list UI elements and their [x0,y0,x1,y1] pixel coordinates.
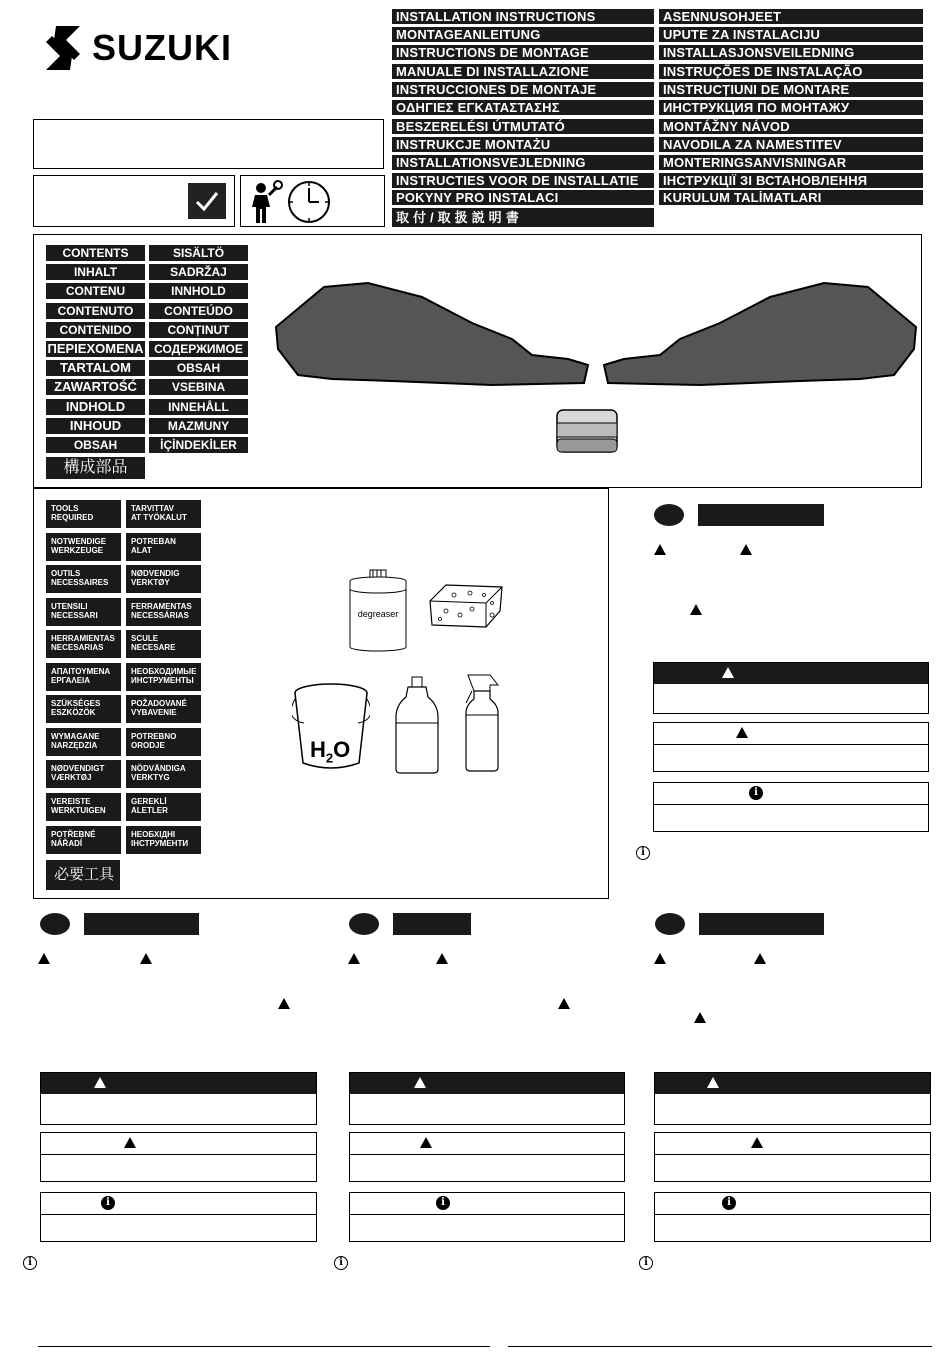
title-label: MANUALE DI INSTALLAZIONE [392,64,654,79]
title-label: INSTRUCTIES VOOR DE INSTALLATIE [392,173,654,188]
danger-note [40,1072,317,1125]
title-label: INSTRUCTIONS DE MONTAGE [392,45,654,60]
contents-label: INHOUD [46,418,145,434]
contents-label: OBSAH [46,437,145,453]
tools-label: OUTILS NECESSAIRES [46,565,121,593]
step-block-2 [18,910,323,1270]
degreaser-can-illustration [348,569,408,653]
info-icon: i [23,1256,37,1270]
warning-note-header [655,1133,930,1155]
title-label: BESZERELÉSI ÚTMUTATÓ [392,119,654,134]
tools-label: GEREKLİ ALETLER [126,793,201,821]
danger-note [349,1072,625,1125]
warning-triangle-icon [558,998,570,1009]
step-number-badge [655,913,685,935]
contents-label: CONTENIDO [46,322,145,338]
title-label: MONTÁŽNY NÁVOD [659,119,923,134]
warning-triangle-icon [694,1012,706,1023]
tools-label: UTENSILI NECESSARI [46,598,121,626]
protective-film-left-illustration [272,279,592,389]
info-icon: i [639,1256,653,1270]
warning-triangle-icon [754,953,766,964]
warning-note-header [654,723,928,745]
tools-label: POTŘEBNÉ NÁŘADÍ [46,826,121,854]
contents-label: OBSAH [149,360,248,376]
contents-panel [33,234,922,488]
warning-triangle-icon [722,667,734,678]
step-block-3 [328,910,628,1270]
step-block-4 [634,910,934,1270]
warning-note [653,722,929,772]
warning-triangle-icon [436,953,448,964]
step-number-badge [654,504,684,526]
contents-label: ZAWARTOŚĆ [46,379,145,395]
contents-label: MAZMUNY [149,418,248,434]
step-number-badge [349,913,379,935]
contents-label: INDHOLD [46,399,145,415]
title-label: ΟΔΗΓΙΕΣ ΕΓΚΑΤΑΣΤΑΣΗΣ [392,100,654,115]
tools-label: HERRAMIENTAS NECESARIAS [46,630,121,658]
brand-name: SUZUKI [92,27,232,68]
warning-triangle-icon [707,1077,719,1088]
info-icon: i [636,846,650,860]
tools-label: SZÜKSÉGES ESZKÖZÖK [46,695,121,723]
notice-note [40,1192,317,1242]
tools-label: FERRAMENTAS NECESSÁRIAS [126,598,201,626]
notice-note-header [41,1193,316,1215]
degreaser-label: degreaser [357,609,399,619]
title-label: 取 付 / 取 扱 説 明 書 [392,208,654,227]
title-label: KURULUM TALİMATLARI [659,190,923,205]
title-label: UPUTE ZA INSTALACIJU [659,27,923,42]
sponge-illustration [426,581,506,631]
warning-note [654,1132,931,1182]
protective-film-right-illustration [600,279,920,389]
contents-label: INNEHÅLL [149,399,248,415]
contents-label: 構成部品 [46,457,145,479]
contents-label: INHALT [46,264,145,280]
water-label: $H_2O$ [310,737,351,766]
warning-note-header [350,1133,624,1155]
danger-note-header [41,1073,316,1094]
contents-label: VSEBINA [149,379,248,395]
danger-note [653,662,929,714]
step-title-bar [84,913,199,935]
contents-label: SADRŽAJ [149,264,248,280]
tools-label: НЕОБХОДИМЫЕ ИНСТРУМЕНТЫ [126,663,201,691]
tools-label: SCULE NECESARE [126,630,201,658]
danger-note-header [350,1073,624,1094]
checkmark-icon [188,183,226,219]
warning-triangle-icon [278,998,290,1009]
contents-label: INNHOLD [149,283,248,299]
step-block-1 [620,500,930,880]
step-title-bar [698,504,824,526]
install-time-box [240,175,385,227]
tools-label: TARVITTAV AT TYÖKALUT [126,500,201,528]
spray-bottle-illustration [458,671,508,775]
contents-label: СОДЕРЖИМОЕ [149,341,248,357]
info-icon: i [436,1196,450,1210]
tools-label: POTREBAN ALAT [126,533,201,561]
warning-triangle-icon [414,1077,426,1088]
contents-label: CONTENU [46,283,145,299]
danger-note-header [654,663,928,684]
warning-note [40,1132,317,1182]
step-number-badge [40,913,70,935]
title-label: INSTALLATIONSVEJLEDNING [392,155,654,170]
info-icon: i [334,1256,348,1270]
footer-rule-left [38,1346,490,1347]
warning-triangle-icon [348,953,360,964]
contents-label: İÇİNDEKİLER [149,437,248,453]
title-label: ИНСТРУКЦИЯ ПО МОНТАЖУ [659,100,923,115]
warning-triangle-icon [38,953,50,964]
notice-note [654,1192,931,1242]
tools-label: NÖDVÄNDIGA VERKTYG [126,760,201,788]
water-bucket-illustration [292,679,370,771]
tools-label: NØDVENDIG VERKTØY [126,565,201,593]
warning-triangle-icon [654,544,666,555]
tools-label: NOTWENDIGE WERKZEUGE [46,533,121,561]
danger-note-header [655,1073,930,1094]
warning-triangle-icon [751,1137,763,1148]
tools-label: НЕОБХІДНІ ІНСТРУМЕНТИ [126,826,201,854]
title-label: INSTRUÇÕES DE INSTALAÇÃO [659,64,923,79]
tools-panel [33,488,609,899]
approval-box [33,175,235,227]
notice-note-header [655,1193,930,1215]
info-icon: i [722,1196,736,1210]
title-label: POKYNY PRO INSTALACI [392,190,654,205]
tools-label: WYMAGANE NARZĘDZIA [46,728,121,756]
suzuki-logo [40,26,280,70]
tools-label: POŽADOVANÉ VYBAVENIE [126,695,201,723]
squeegee-illustration [556,409,618,453]
suzuki-s-logo [40,26,86,70]
title-label: INSTALLASJONSVEILEDNING [659,45,923,60]
notice-note-header [350,1193,624,1215]
tools-label: POTREBNO ORODJE [126,728,201,756]
contents-label: CONȚINUT [149,322,248,338]
product-name-box [33,119,384,169]
title-label: ІНСТРУКЦІЇ ЗІ ВСТАНОВЛЕННЯ [659,173,923,188]
mechanic-icon [247,179,283,225]
info-icon: i [101,1196,115,1210]
title-label: MONTAGEANLEITUNG [392,27,654,42]
footer-rule-right [508,1346,932,1347]
step-title-bar [699,913,824,935]
contents-label: SISÄLTÖ [149,245,248,261]
warning-triangle-icon [654,953,666,964]
warning-triangle-icon [420,1137,432,1148]
warning-triangle-icon [690,604,702,615]
clock-icon [287,180,331,224]
contents-label: ΠΕΡΙΕΧΟΜΕΝΑ [47,341,144,356]
title-label: INSTRUCȚIUNI DE MONTARE [659,82,923,97]
warning-note [349,1132,625,1182]
tools-label: ΑΠΑΙΤΟΥΜΕΝΑ ΕΡΓΑΛΕΙΑ [46,663,121,691]
title-label: INSTALLATION INSTRUCTIONS [392,9,654,24]
contents-label: TARTALOM [46,360,145,376]
title-label: ASENNUSOHJEET [659,9,923,24]
warning-triangle-icon [140,953,152,964]
tools-label: NØDVENDIGT VÆRKTØJ [46,760,121,788]
title-label: INSTRUKCJE MONTAŻU [392,137,654,152]
contents-label: CONTEÚDO [149,303,248,319]
notice-note-header [654,783,928,805]
warning-triangle-icon [124,1137,136,1148]
title-label: INSTRUCCIONES DE MONTAJE [392,82,654,97]
warning-triangle-icon [736,727,748,738]
soap-bottle-illustration [392,675,442,775]
title-label: MONTERINGSANVISNINGAR [659,155,923,170]
tools-label: TOOLS REQUIRED [46,500,121,528]
warning-triangle-icon [740,544,752,555]
notice-note [653,782,929,832]
danger-note [654,1072,931,1125]
tools-label: 必要工具 [46,860,120,890]
tools-label: VEREISTE WERKTUIGEN [46,793,121,821]
step-title-bar [393,913,471,935]
contents-label: CONTENUTO [46,303,145,319]
contents-label: CONTENTS [46,245,145,261]
warning-triangle-icon [94,1077,106,1088]
title-label: NAVODILA ZA NAMESTITEV [659,137,923,152]
notice-note [349,1192,625,1242]
warning-note-header [41,1133,316,1155]
info-icon: i [749,786,763,800]
